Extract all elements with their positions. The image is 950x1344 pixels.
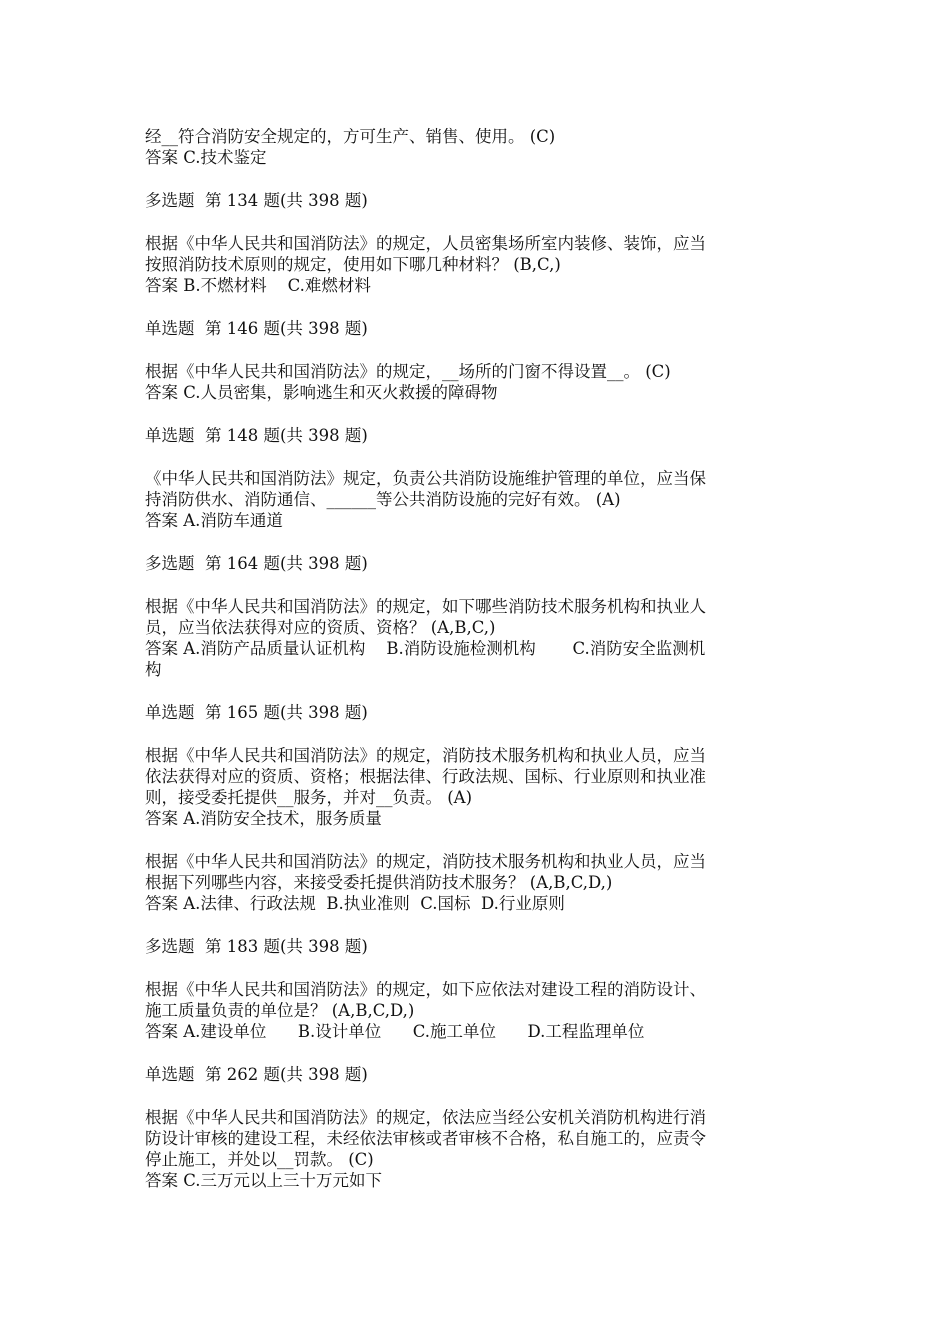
text-block [145,233,815,296]
question-text: 按照消防技术原则的规定，使用如下哪几种材料？ (B,C,) [145,255,561,274]
answer-text: 构 [145,660,162,679]
question-text: 停止施工，并处以__罚款。 (C) [145,1150,374,1169]
question-text: 根据《中华人民共和国消防法》的规定，如下哪些消防技术服务机构和执业人 [145,597,706,616]
question-number: 多选题 第 134 题(共 398 题) [145,191,368,210]
text-block [145,126,815,168]
document-page [145,126,815,1191]
question-text: 依法获得对应的资质、资格；根据法律、行政法规、国标、行业原则和执业准 [145,767,706,786]
text-block [145,979,815,1042]
question-header [145,936,815,957]
answer-text: 答案 A.法律、行政法规 B.执业准则 C.国标 D.行业原则 [145,894,565,913]
question-text: 根据《中华人民共和国消防法》的规定，如下应依法对建设工程的消防设计、 [145,980,706,999]
text-block [145,468,815,531]
question-text: 根据《中华人民共和国消防法》的规定，消防技术服务机构和执业人员，应当 [145,852,706,871]
answer-text: 答案 C.三万元以上三十万元如下 [145,1171,383,1190]
text-block [145,1107,815,1191]
question-text: 员，应当依法获得对应的资质、资格？ (A,B,C,) [145,618,496,637]
question-text: 根据《中华人民共和国消防法》的规定，__场所的门窗不得设置__。 (C) [145,362,671,381]
question-header [145,702,815,723]
question-number: 单选题 第 148 题(共 398 题) [145,426,368,445]
text-block [145,851,815,914]
question-header [145,1064,815,1085]
question-text: 经__符合消防安全规定的，方可生产、销售、使用。 (C) [145,127,556,146]
answer-text: 答案 A.消防车通道 [145,511,283,530]
question-text: 根据《中华人民共和国消防法》的规定，消防技术服务机构和执业人员，应当 [145,746,706,765]
question-number: 单选题 第 165 题(共 398 题) [145,703,368,722]
question-header [145,318,815,339]
text-block [145,596,815,680]
question-header [145,190,815,211]
text-block [145,745,815,829]
question-header [145,553,815,574]
answer-text: 答案 A.消防安全技术，服务质量 [145,809,382,828]
question-text: 根据下列哪些内容，来接受委托提供消防技术服务？ (A,B,C,D,) [145,873,613,892]
text-block [145,361,815,403]
answer-text: 答案 C.人员密集，影响逃生和灭火救援的障碍物 [145,383,498,402]
question-header [145,425,815,446]
question-text: 则，接受委托提供__服务，并对__负责。 (A) [145,788,473,807]
question-text: 持消防供水、消防通信、______等公共消防设施的完好有效。 (A) [145,490,621,509]
answer-text: 答案 A.消防产品质量认证机构 B.消防设施检测机构 C.消防安全监测机 [145,639,706,658]
answer-text: 答案 B.不燃材料 C.难燃材料 [145,276,371,295]
question-text: 根据《中华人民共和国消防法》的规定，人员密集场所室内装修、装饰，应当 [145,234,706,253]
question-text: 防设计审核的建设工程，未经依法审核或者审核不合格，私自施工的，应责令 [145,1129,706,1148]
answer-text: 答案 A.建设单位 B.设计单位 C.施工单位 D.工程监理单位 [145,1022,645,1041]
question-number: 多选题 第 164 题(共 398 题) [145,554,368,573]
question-text: 《中华人民共和国消防法》规定，负责公共消防设施维护管理的单位，应当保 [145,469,706,488]
question-text: 根据《中华人民共和国消防法》的规定，依法应当经公安机关消防机构进行消 [145,1108,706,1127]
question-number: 单选题 第 262 题(共 398 题) [145,1065,368,1084]
question-number: 单选题 第 146 题(共 398 题) [145,319,368,338]
question-number: 多选题 第 183 题(共 398 题) [145,937,368,956]
question-text: 施工质量负责的单位是？ (A,B,C,D,) [145,1001,415,1020]
answer-text: 答案 C.技术鉴定 [145,148,267,167]
